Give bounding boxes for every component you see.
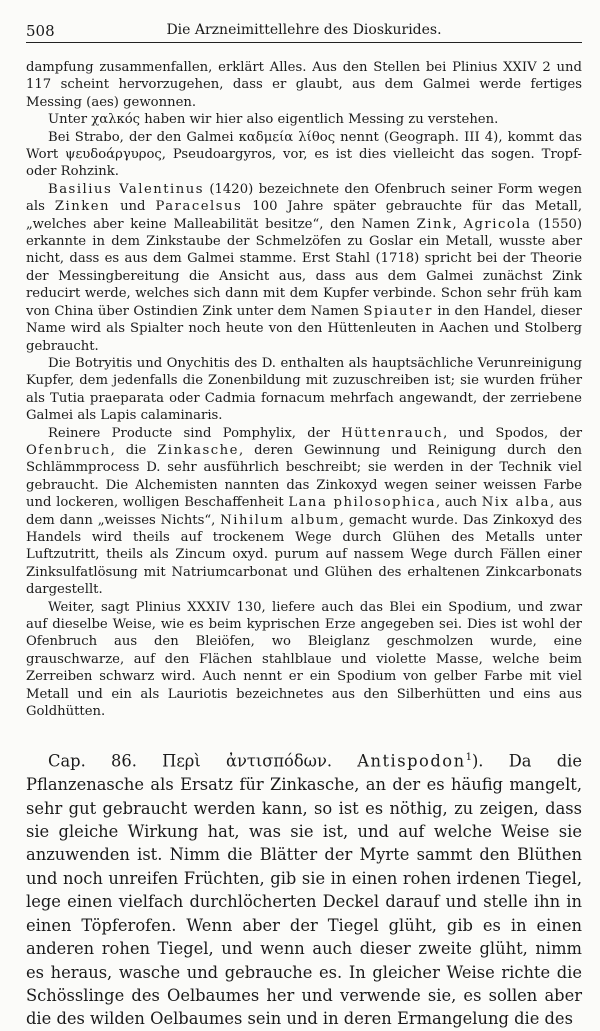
- chapter-title: Antispodon: [357, 751, 466, 771]
- commentary-text: [26, 59, 582, 720]
- term-ofenbruch: Ofenbruch: [26, 442, 111, 458]
- chapter-body: Da die Pflanzenasche als Ersatz für Zinkasche, an der es häufig mangelt, sehr gut gebraucht werden kann, so ist es nöthig, zu zeigen, dass sie gleiche Wirkung hat, was sie ist, und auf welche Weise sie anzuwenden ist. Nimm die Blätter der Myrte sammt den Blüthen und noch unreifen Früchten, gib sie in einen rohen irdenen Tiegel, lege einen vielfach durchlöcherten Deckel darauf und stelle ihn in einen Töpferofen. Wenn aber der Tiegel glüht, gib es in einen anderen rohen Tiegel, und wenn auch dieser zweite glüht, nimm es heraus, wasche und gebrauche es. In gleicher Weise richte die Schösslinge des Oelbaumes her und verwende sie, es sollen aber die des wilden Oelbaumes sein und in deren Ermangelung die des: [26, 751, 582, 1029]
- page: [26, 18, 582, 1031]
- name-agricola: Agricola: [463, 216, 532, 232]
- paragraph-5: Die Botryitis und Onychitis des D. enthalten als hauptsächliche Verunreinigung Kupfer, dem jedenfalls die Zonenbildung mit zuzuschreiben ist; sie wurden früher als Tutia praeparata oder Cadmia fornacum mehrfach angewandt, der zerriebene Galmei als Lapis calaminaris.: [26, 355, 582, 424]
- paragraph-7: Weiter, sagt Plinius XXXIV 130, liefere auch das Blei ein Spodium, und zwar auf dieselbe Weise, wie es beim kyprischen Erze angegeben sei. Dies ist wohl der Ofenbruch aus den Bleiöfen, wo Bleiglanz geschmolzen wurde, eine grauschwarze, auf den Flächen stahlblaue und violette Masse, welche beim Zerreiben schwarz wird. Auch nennt er ein Spodium von gelber Farbe mit viel Metall und ein als Lauriotis bezeichnetes aus den Silberhütten und eins aus Goldhütten.: [26, 599, 582, 720]
- term-nihilum-album: Nihilum album: [220, 512, 340, 528]
- chapter-text: [26, 746, 582, 1030]
- term-zinkasche: Zinkasche: [157, 442, 239, 458]
- term-spiauter: Spiauter: [363, 303, 433, 319]
- paragraph-1: dampfung zusammenfallen, erklärt Alles. Aus den Stellen bei Plinius XXIV 2 und 117 scheint hervorzugehen, dass er glaubt, aus dem Galmei werde fertiges Messing (aes) gewonnen.: [26, 60, 582, 110]
- running-title: Die Arzneimittellehre des Dioskurides.: [166, 22, 442, 38]
- term-lana-philosophica: Lana philosophica: [288, 495, 436, 511]
- term-zinken: Zinken: [54, 199, 111, 215]
- term-huettenrauch: Hüttenrauch: [341, 425, 444, 441]
- name-basilius: Basilius Valentinus: [48, 181, 205, 197]
- chapter-label: Cap. 86.: [48, 751, 137, 771]
- term-nix-alba: Nix alba: [481, 495, 550, 511]
- paragraph-3: Bei Strabo, der den Galmei καδμεία λίθος nennt (Geograph. III 4), kommt das Wort ψευδοάργυρος, Pseudoargyros, vor, es ist dies vielleicht das sogen. Tropf- oder Rohzink.: [26, 129, 582, 180]
- chapter-greek-title: Περὶ ἀντισπόδων.: [162, 751, 333, 771]
- name-paracelsus: Paracelsus: [155, 199, 243, 215]
- paragraph-6: Reinere Producte sind Pomphylix, der Hüttenrauch, und Spodos, der Ofenbruch, die Zinkasche, deren Gewinnung und Reinigung durch den Schlämmprocess D. sehr ausführlich beschreibt; sie werden in der Technik viel gebraucht. Die Alchemisten nannten das Zinkoxyd wegen seiner weissen Farbe und lockeren, wolligen Beschaffenheit Lana philosophica, auch Nix alba, aus dem dann „weisses Nichts“, Nihilum album, gemacht wurde. Das Zinkoxyd des Handels wird theils auf trockenem Wege durch Glühen des Metalls unter Luftzutritt, theils als Zincum oxyd. purum auf nassem Wege durch Fällen einer Zinksulfatlösung mit Natriumcarbonat und Glühen des erhaltenen Zinkcarbonats dargestellt.: [26, 425, 582, 598]
- chapter-86: Cap. 86. Περὶ ἀντισπόδων. Antispodon$^1$). Da die Pflanzenasche als Ersatz für Zinkasche, an der es häufig mangelt, sehr gut gebraucht werden kann, so ist es nöthig, zu zeigen, dass sie gleiche Wirkung hat, was sie ist, und auf welche Weise sie anzuwenden ist. Nimm die Blätter der Myrte sammt den Blüthen und noch unreifen Früchten, gib sie in einen rohen irdenen Tiegel, lege einen vielfach durchlöcherten Deckel darauf und stelle ihn in einen Töpferofen. Wenn aber der Tiegel glüht, gib es in einen anderen rohen Tiegel, und wenn auch dieser zweite glüht, nimm es heraus, wasche und gebrauche es. In gleicher Weise richte die Schösslinge des Oelbaumes her und verwende sie, es sollen aber die des wilden Oelbaumes sein und in deren Ermangelung die des: [26, 751, 582, 1029]
- footnote-mark[interactable]: 1: [465, 752, 472, 764]
- page-number: 508: [26, 22, 55, 40]
- paragraph-4: Basilius Valentinus (1420) bezeichnete den Ofenbruch seiner Form wegen als Zinken und Paracelsus 100 Jahre später gebrauchte für das Metall, „welches aber keine Malleabilität besitze“, den Namen Zink, Agricola (1550) erkannte in dem Zinkstaube der Schmelzöfen zu Goslar ein Metall, wusste aber nicht, dass es aus dem Galmei stamme. Erst Stahl (1718) spricht bei der Theorie der Messingbereitung die Ansicht aus, dass aus dem Galmei zunächst Zink reducirt werde, welches sich dann mit dem Kupfer verbinde. Schon sehr früh kam von China über Ostindien Zink unter dem Namen Spiauter in den Handel, dieser Name wird als Spialter noch heute von den Hüttenleuten in Aachen und Stolberg gebraucht.: [26, 181, 583, 354]
- paragraph-2: Unter χαλκός haben wir hier also eigentlich Messing zu verstehen.: [48, 112, 499, 128]
- term-zink: Zink: [416, 216, 453, 232]
- page-header: [26, 18, 582, 43]
